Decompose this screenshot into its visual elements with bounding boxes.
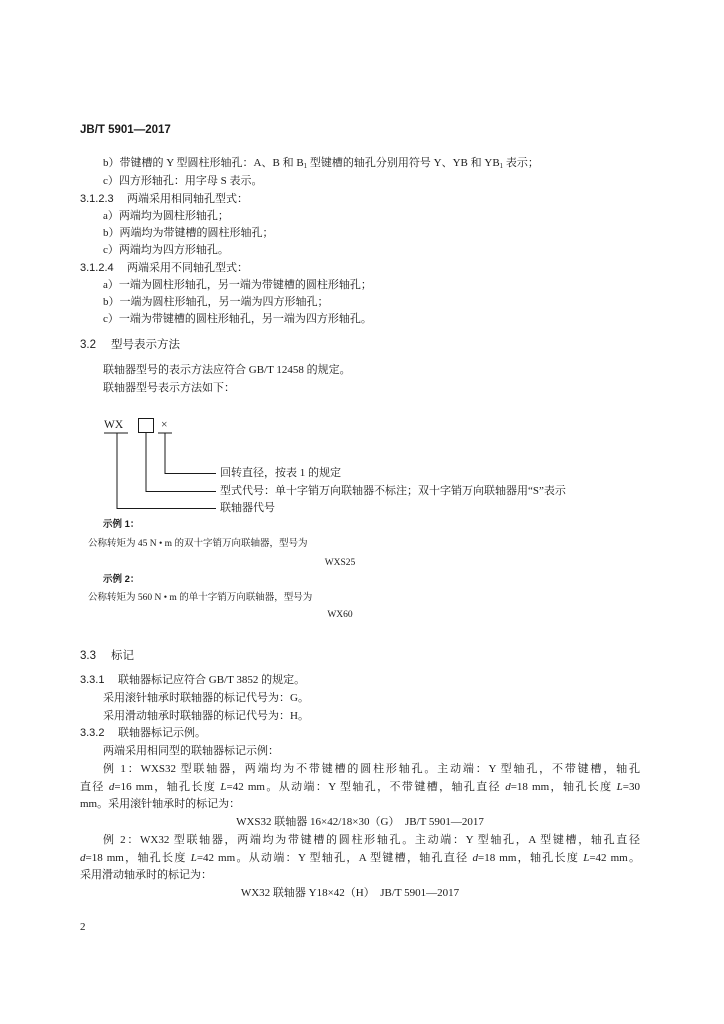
symbol-d: d	[80, 852, 86, 864]
paragraph: 采用滚针轴承时联轴器的标记代号为：G。	[103, 692, 309, 704]
example-model: WXS25	[324, 558, 356, 568]
subscript: 1	[303, 162, 308, 170]
section-number: 3.3	[80, 650, 96, 662]
clause-title: 两端采用不同轴孔型式：	[127, 262, 248, 274]
example-label: 示例 1：	[103, 519, 140, 530]
paragraph: 联轴器型号表示方法如下：	[103, 382, 235, 394]
text-run: =42 mm。从动端：Y 型轴孔，不带键槽，轴孔直径	[226, 781, 506, 793]
clause-3-3-2	[80, 725, 206, 741]
paragraph: 两端采用相同型的联轴器标记示例：	[103, 745, 279, 757]
leader-line-coupling-code	[117, 433, 216, 509]
marking-example-2-line-2	[80, 850, 640, 866]
standard-number-header: JB/T 5901—2017	[80, 124, 171, 136]
diagram-label-coupling-code: 联轴器代号	[220, 502, 275, 514]
subscript: 1	[499, 162, 504, 170]
text-run: =42 mm。从动端：Y 型轴孔，A 型键槽，轴孔直径	[196, 852, 473, 864]
symbol-L: L	[190, 852, 197, 864]
section-title: 标记	[111, 650, 134, 662]
paragraph: 采用滑动轴承时联轴器的标记代号为：H。	[103, 710, 309, 722]
type-code-box	[139, 419, 154, 433]
text-run: =42 mm。	[589, 852, 640, 864]
clause-number: 3.3.2	[80, 727, 105, 739]
clause-3-1-2-4-heading	[80, 260, 248, 276]
clause-title: 两端采用相同轴孔型式：	[127, 193, 248, 205]
example-model: WX60	[327, 610, 353, 620]
symbol-d: d	[472, 852, 479, 864]
list-item: a）两端均为圆柱形轴孔；	[103, 210, 229, 222]
text-run: =30	[622, 781, 640, 793]
leader-line-diameter	[165, 433, 216, 474]
list-item: c）两端均为四方形轴孔。	[103, 244, 229, 256]
marking-example-2-line-1: 例 2：WX32 型联轴器，两端均为带键槽的圆柱形轴孔。主动端：Y 型轴孔，A 型键槽，轴孔直径	[103, 834, 640, 846]
symbol-d: d	[108, 781, 115, 793]
symbol-L: L	[616, 781, 623, 793]
symbol-L: L	[583, 852, 590, 864]
symbol-L: L	[220, 781, 227, 793]
clause-number: 3.3.1	[80, 674, 105, 686]
clause-text: 联轴器标记应符合 GB/T 3852 的规定。	[118, 674, 306, 686]
diagram-label-type-code: 型式代号：单十字销万向联轴器不标注；双十字销万向联轴器用“S”表示	[220, 485, 566, 497]
text-run: 型键槽的轴孔分别用符号 Y、YB 和 YB	[307, 157, 500, 169]
example-text: 公称转矩为 560 N • m 的单十字销万向联轴器，型号为	[88, 593, 313, 603]
leader-line-type-code	[146, 433, 216, 492]
list-item: c）一端为带键槽的圆柱形轴孔，另一端为四方形轴孔。	[103, 313, 372, 325]
symbol-d: d	[505, 781, 511, 793]
marking-example-2-line-3: 采用滑动轴承时的标记为：	[80, 869, 212, 881]
clause-number: 3.1.2.4	[80, 262, 114, 274]
times-sign: ×	[161, 419, 168, 431]
clause-number: 3.1.2.3	[80, 193, 114, 205]
diagram-label-diameter: 回转直径，按表 1 的规定	[220, 467, 341, 479]
text-run: =18 mm，轴孔长度	[85, 852, 191, 864]
list-item: a）一端为圆柱形轴孔，另一端为带键槽的圆柱形轴孔；	[103, 279, 372, 291]
list-item-b	[103, 155, 539, 171]
section-3-2-heading	[80, 337, 180, 353]
text-run: =18 mm，轴孔长度	[478, 852, 584, 864]
list-item: b）一端为圆柱形轴孔，另一端为四方形轴孔；	[103, 296, 329, 308]
text-run: 表示；	[503, 157, 539, 169]
marking-example-1-line-1: 例 1：WXS32 型联轴器，两端均为不带键槽的圆柱形轴孔。主动端：Y 型轴孔，不带键槽，轴孔	[103, 763, 640, 775]
marking-example-1-line-2	[80, 779, 640, 795]
section-title: 型号表示方法	[111, 339, 180, 351]
marking-example-2-result: WX32 联轴器 Y18×42（H） JB/T 5901—2017	[240, 887, 460, 899]
text-run: b）带键槽的 Y 型圆柱形轴孔：A、B 和 B	[103, 157, 304, 169]
example-text: 公称转矩为 45 N • m 的双十字销万向联轴器，型号为	[88, 539, 308, 549]
paragraph: 联轴器型号的表示方法应符合 GB/T 12458 的规定。	[103, 364, 351, 376]
text-run: =18 mm，轴孔长度	[510, 781, 617, 793]
marking-example-1-line-3: mm。采用滚针轴承时的标记为：	[80, 798, 241, 810]
model-prefix: WX	[104, 419, 124, 431]
section-3-3-heading	[80, 648, 134, 664]
clause-text: 联轴器标记示例。	[118, 727, 206, 739]
page-number: 2	[80, 921, 86, 933]
section-number: 3.2	[80, 339, 96, 351]
clause-3-3-1	[80, 672, 305, 688]
list-item: b）两端均为带键槽的圆柱形轴孔；	[103, 227, 274, 239]
list-item-c: c）四方形轴孔：用字母 S 表示。	[103, 175, 263, 187]
marking-example-1-result: WXS32 联轴器 16×42/18×30（G） JB/T 5901—2017	[236, 816, 484, 828]
text-run: =16 mm，轴孔长度	[114, 781, 221, 793]
clause-3-1-2-3-heading	[80, 191, 248, 207]
text-run: 直径	[80, 781, 109, 793]
example-label: 示例 2：	[103, 574, 140, 585]
